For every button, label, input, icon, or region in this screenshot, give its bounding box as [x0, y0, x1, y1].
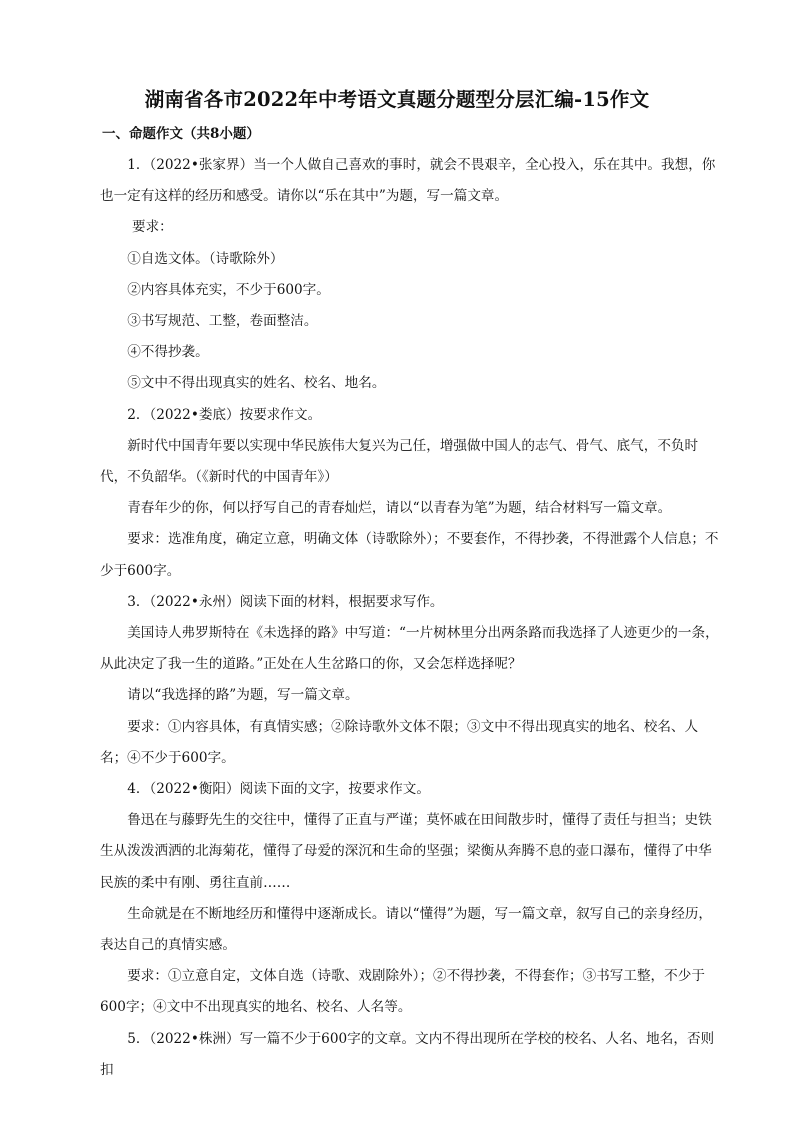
document-body	[100, 150, 720, 1086]
paragraph: 5．（2022•株洲）写一篇不少于600字的文章。文内不得出现所在学校的校名、人名、地名，否则扣	[100, 1030, 715, 1078]
paragraph: 要求：选准角度，确定立意，明确文体（诗歌除外）；不要套作，不得抄袭，不得泄露个人信息；不少于600字。	[100, 531, 719, 579]
paragraph: ①自选文体。（诗歌除外）	[127, 250, 284, 267]
paragraph: 要求：①立意自定，文体自选（诗歌、戏剧除外）；②不得抄袭，不得套作；③书写工整，不少于600字；④文中不出现真实的地名、校名、人名等。	[100, 968, 705, 1016]
paragraph: 1．（2022•张家界）当一个人做自己喜欢的事时，就会不畏艰辛，全心投入，乐在其中。我想，你也一定有这样的经历和感受。请你以“乐在其中”为题，写一篇文章。	[100, 157, 716, 205]
page-title: 湖南省各市2022年中考语文真题分题型分层汇编-15作文	[144, 88, 650, 111]
paragraph: 2．（2022•娄底）按要求作文。	[127, 406, 322, 423]
paragraph: 4．（2022•衡阳）阅读下面的文字，按要求作文。	[127, 781, 430, 798]
paragraph: ⑤文中不得出现真实的姓名、校名、地名。	[127, 375, 386, 392]
paragraph: 请以“我选择的路”为题，写一篇文章。	[127, 687, 359, 704]
paragraph: ④不得抄袭。	[127, 344, 209, 361]
paragraph: ②内容具体充实，不少于600字。	[127, 281, 330, 298]
paragraph: ③书写规范、工整，卷面整洁。	[127, 313, 318, 330]
section-heading: 一、命题作文（共8小题）	[102, 126, 260, 142]
paragraph: 青春年少的你，何以抒写自己的青春灿烂，请以“以青春为笔”为题，结合材料写一篇文章。	[127, 500, 672, 517]
paragraph: 新时代中国青年要以实现中华民族伟大复兴为己任，增强做中国人的志气、骨气、底气，不负时代，不负韶华。（《新时代的中国青年》）	[100, 437, 699, 486]
paragraph: 鲁迅在与藤野先生的交往中，懂得了正直与严谨；莫怀戚在田间散步时，懂得了责任与担当；史铁生从泼泼洒洒的北海菊花，懂得了母爱的深沉和生命的坚强；梁衡从奔腾不息的壶口瀑布，懂得了中华民族的柔中有刚、勇往直前……	[100, 812, 712, 891]
paragraph: 要求：	[132, 219, 173, 236]
paragraph: 要求：①内容具体，有真情实感；②除诗歌外文体不限；③文中不得出现真实的地名、校名、人名；④不少于600字。	[100, 718, 699, 766]
paragraph: 3．（2022•永州）阅读下面的材料，根据要求写作。	[127, 593, 444, 610]
paragraph: 美国诗人弗罗斯特在《未选择的路》中写道：“一片树林里分出两条路而我选择了人迹更少的一条，从此决定了我一生的道路。”正处在人生岔路口的你，又会怎样选择呢？	[100, 625, 719, 673]
paragraph: 生命就是在不断地经历和懂得中逐渐成长。请以“懂得”为题，写一篇文章，叙写自己的亲身经历，表达自己的真情实感。	[100, 905, 713, 954]
